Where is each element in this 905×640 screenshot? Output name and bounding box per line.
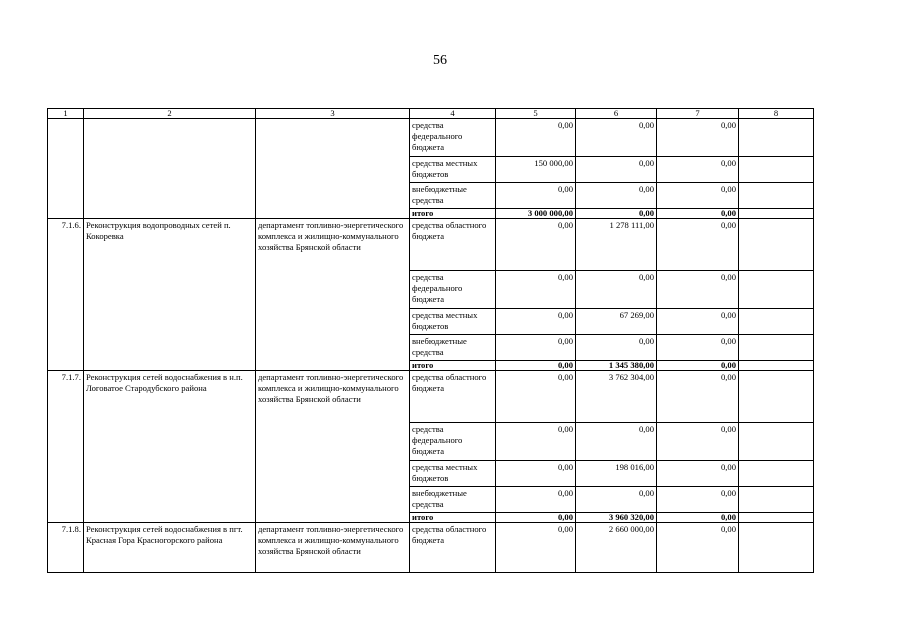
value-col-8	[739, 461, 814, 487]
value-col-7: 0,00	[657, 371, 739, 423]
value-col-8	[739, 271, 814, 309]
value-col-8	[739, 309, 814, 335]
value-col-5: 0,00	[496, 119, 576, 157]
source-cell: средства областного бюджета	[410, 219, 496, 271]
value-col-7: 0,00	[657, 183, 739, 209]
value-col-7: 0,00	[657, 309, 739, 335]
value-col-8	[739, 157, 814, 183]
value-col-7: 0,00	[657, 513, 739, 523]
header-col-6: 6	[576, 109, 657, 119]
value-col-5: 0,00	[496, 461, 576, 487]
value-col-7: 0,00	[657, 271, 739, 309]
value-col-7: 0,00	[657, 523, 739, 573]
value-col-6: 3 960 320,00	[576, 513, 657, 523]
value-col-8	[739, 487, 814, 513]
code-cell: 7.1.7.	[48, 371, 84, 523]
value-col-5: 0,00	[496, 309, 576, 335]
header-col-8: 8	[739, 109, 814, 119]
source-cell: средства местных бюджетов	[410, 309, 496, 335]
table-row	[48, 523, 814, 573]
source-cell: итого	[410, 209, 496, 219]
source-cell: средства областного бюджета	[410, 523, 496, 573]
executor-cell: департамент топливно-энергетического комплекса и жилищно-коммунального хозяйства Брянской области	[256, 371, 410, 523]
budget-table	[47, 108, 814, 573]
source-cell: средства федерального бюджета	[410, 271, 496, 309]
value-col-6: 0,00	[576, 271, 657, 309]
value-col-8	[739, 423, 814, 461]
value-col-5: 0,00	[496, 219, 576, 271]
value-col-5: 0,00	[496, 183, 576, 209]
value-col-5: 0,00	[496, 487, 576, 513]
value-col-6: 3 762 304,00	[576, 371, 657, 423]
value-col-7: 0,00	[657, 157, 739, 183]
value-col-5: 3 000 000,00	[496, 209, 576, 219]
source-cell: средства местных бюджетов	[410, 157, 496, 183]
code-cell: 7.1.8.	[48, 523, 84, 573]
name-cell	[84, 119, 256, 219]
table-row	[48, 219, 814, 271]
value-col-6: 0,00	[576, 119, 657, 157]
value-col-6: 1 278 111,00	[576, 219, 657, 271]
source-cell: внебюджетные средства	[410, 335, 496, 361]
source-cell: внебюджетные средства	[410, 487, 496, 513]
value-col-5: 0,00	[496, 371, 576, 423]
name-cell: Реконструкция сетей водоснабжения в пгт. Красная Гора Красногорского района	[84, 523, 256, 573]
value-col-6: 0,00	[576, 209, 657, 219]
code-cell: 7.1.6.	[48, 219, 84, 371]
value-col-8	[739, 209, 814, 219]
value-col-5: 150 000,00	[496, 157, 576, 183]
value-col-6: 0,00	[576, 335, 657, 361]
source-cell: средства местных бюджетов	[410, 461, 496, 487]
header-col-4: 4	[410, 109, 496, 119]
page-number: 56	[433, 53, 447, 68]
value-col-5: 0,00	[496, 423, 576, 461]
value-col-5: 0,00	[496, 335, 576, 361]
value-col-6: 1 345 380,00	[576, 361, 657, 371]
executor-cell: департамент топливно-энергетического комплекса и жилищно-коммунального хозяйства Брянской области	[256, 523, 410, 573]
value-col-7: 0,00	[657, 335, 739, 361]
value-col-7: 0,00	[657, 361, 739, 371]
source-cell: внебюджетные средства	[410, 183, 496, 209]
value-col-7: 0,00	[657, 423, 739, 461]
value-col-6: 2 660 000,00	[576, 523, 657, 573]
value-col-7: 0,00	[657, 119, 739, 157]
value-col-6: 67 269,00	[576, 309, 657, 335]
name-cell: Реконструкция водопроводных сетей п. Кокоревка	[84, 219, 256, 371]
header-col-3: 3	[256, 109, 410, 119]
value-col-5: 0,00	[496, 271, 576, 309]
value-col-6: 0,00	[576, 183, 657, 209]
value-col-7: 0,00	[657, 209, 739, 219]
value-col-5: 0,00	[496, 361, 576, 371]
header-row	[48, 109, 814, 119]
value-col-5: 0,00	[496, 523, 576, 573]
source-cell: средства федерального бюджета	[410, 423, 496, 461]
source-cell: итого	[410, 513, 496, 523]
value-col-8	[739, 335, 814, 361]
name-cell: Реконструкция сетей водоснабжения в н.п. Логоватое Стародубского района	[84, 371, 256, 523]
source-cell: средства федерального бюджета	[410, 119, 496, 157]
code-cell	[48, 119, 84, 219]
header-col-7: 7	[657, 109, 739, 119]
executor-cell: департамент топливно-энергетического комплекса и жилищно-коммунального хозяйства Брянской области	[256, 219, 410, 371]
value-col-8	[739, 183, 814, 209]
value-col-6: 0,00	[576, 423, 657, 461]
header-col-2: 2	[84, 109, 256, 119]
value-col-6: 0,00	[576, 157, 657, 183]
table-row	[48, 119, 814, 157]
value-col-8	[739, 361, 814, 371]
value-col-8	[739, 513, 814, 523]
value-col-5: 0,00	[496, 513, 576, 523]
value-col-7: 0,00	[657, 487, 739, 513]
value-col-7: 0,00	[657, 461, 739, 487]
value-col-6: 0,00	[576, 487, 657, 513]
value-col-8	[739, 523, 814, 573]
value-col-8	[739, 371, 814, 423]
header-col-5: 5	[496, 109, 576, 119]
value-col-6: 198 016,00	[576, 461, 657, 487]
value-col-8	[739, 119, 814, 157]
value-col-8	[739, 219, 814, 271]
value-col-7: 0,00	[657, 219, 739, 271]
source-cell: итого	[410, 361, 496, 371]
table-row	[48, 371, 814, 423]
source-cell: средства областного бюджета	[410, 371, 496, 423]
executor-cell	[256, 119, 410, 219]
header-col-1: 1	[48, 109, 84, 119]
